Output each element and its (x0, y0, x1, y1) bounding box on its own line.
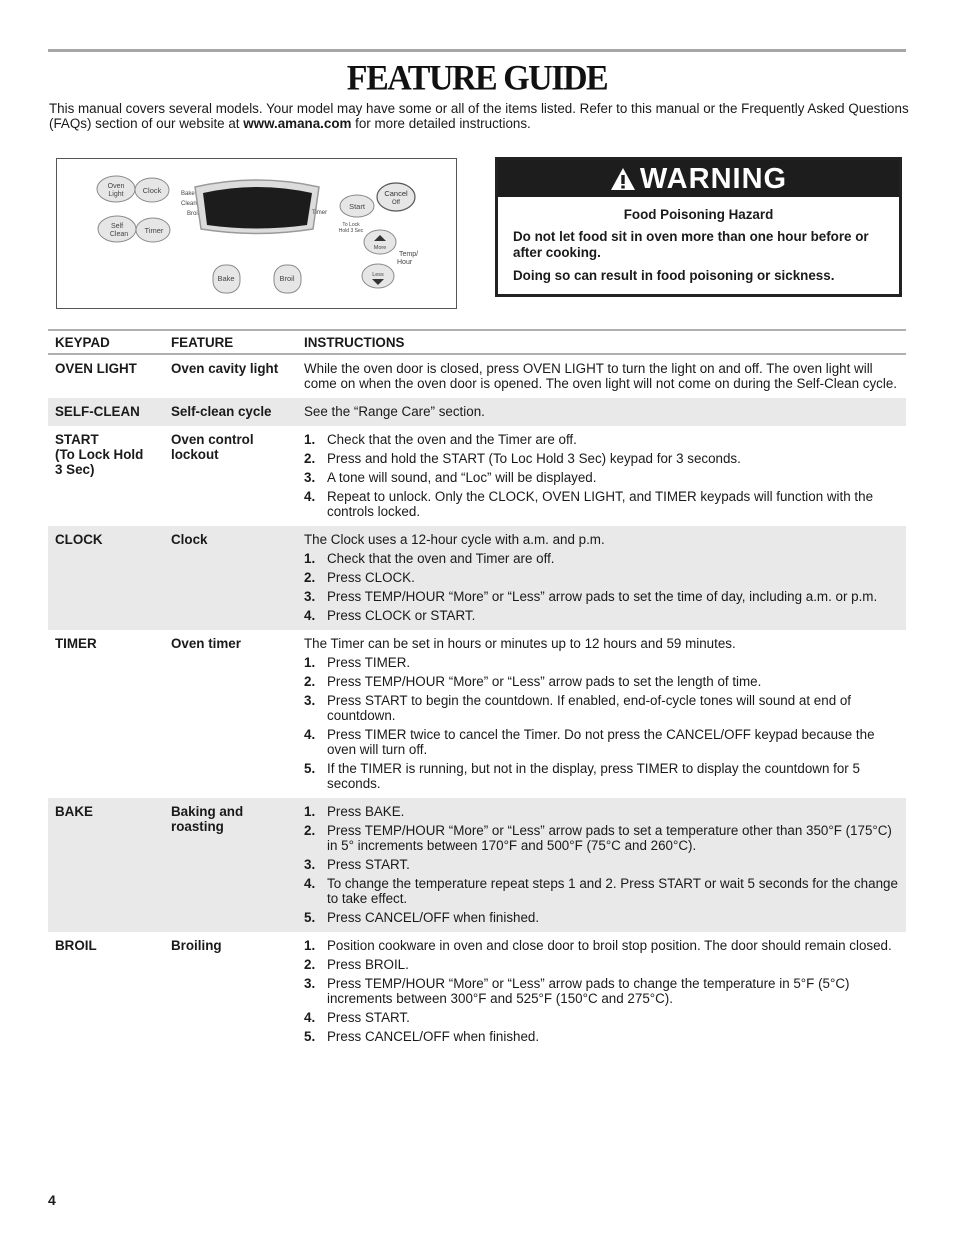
step-number: 2. (304, 451, 316, 466)
svg-text:Broil: Broil (279, 274, 295, 283)
step-number: 4. (304, 608, 316, 623)
instruction-step (304, 1029, 906, 1044)
svg-text:Cancel: Cancel (384, 189, 408, 198)
step-text: Check that the oven and the Timer are off. (327, 432, 577, 447)
clock-keypad (135, 178, 169, 202)
warning-header (498, 160, 899, 197)
step-text: A tone will sound, and “Loc” will be displayed. (327, 470, 597, 485)
step-number: 2. (304, 823, 316, 838)
svg-text:Timer: Timer (144, 226, 164, 235)
instructions-cell (298, 532, 906, 623)
instruction-step (304, 1010, 906, 1025)
step-number: 2. (304, 674, 316, 689)
feature-cell: Clock (171, 532, 208, 547)
step-text: Position cookware in oven and close door to broil stop position. The door should remain closed. (327, 938, 892, 953)
lock-label-1: To Lock (342, 222, 360, 228)
feature-cell: Broiling (171, 938, 222, 953)
step-number: 4. (304, 727, 316, 742)
table-row (48, 355, 906, 398)
header-keypad: KEYPAD (55, 334, 110, 350)
table-row (48, 630, 906, 798)
less-keypad (362, 264, 394, 288)
mode-label-clean: Clean (181, 201, 197, 207)
intro-paragraph (49, 101, 909, 131)
step-text: Press BAKE. (327, 804, 405, 819)
step-text: Press TIMER twice to cancel the Timer. Do not press the CANCEL/OFF keypad because the oven will turn off. (327, 727, 875, 757)
broil-keypad (274, 265, 301, 293)
self-clean-keypad (98, 216, 136, 242)
feature-table (48, 329, 906, 1051)
instruction-step (304, 910, 906, 925)
step-text: Press CANCEL/OFF when finished. (327, 1029, 540, 1044)
feature-cell: Oven control lockout (171, 432, 254, 462)
bake-keypad (213, 265, 240, 293)
display-window (195, 180, 319, 234)
step-number: 3. (304, 589, 316, 604)
instructions-cell (298, 361, 906, 391)
control-panel-illustration (56, 158, 457, 309)
temp-hour-label-2: Hour (397, 259, 413, 266)
step-text: Press TEMP/HOUR “More” or “Less” arrow pads to set a temperature other than 350°F (175°C) in 5° increments between 170°F and 500°F (75°C and 260°C). (327, 823, 892, 853)
instruction-step (304, 876, 906, 906)
temp-hour-label-1: Temp/ (399, 251, 419, 258)
step-text: Press TEMP/HOUR “More” or “Less” arrow pads to change the temperature in 5°F (5°C) increments between 300°F and 525°F (150°C and 275°C). (327, 976, 850, 1006)
table-row (48, 932, 906, 1051)
step-text: To change the temperature repeat steps 1 and 2. Press START or wait 5 seconds for the change to take effect. (327, 876, 898, 906)
feature-cell: Oven cavity light (171, 361, 279, 376)
instruction-step (304, 957, 906, 972)
keypad-cell: START (To Lock Hold 3 Sec) (55, 432, 144, 477)
start-keypad (340, 195, 374, 217)
step-number: 5. (304, 1029, 316, 1044)
cancel-off-keypad (377, 183, 415, 211)
page-number: 4 (48, 1192, 56, 1208)
table-row (48, 426, 906, 526)
timer-indicator-label: Timer (312, 210, 328, 216)
instruction-step (304, 693, 906, 723)
lock-label-2: Hold 3 Sec (338, 228, 364, 234)
step-number: 3. (304, 470, 316, 485)
warning-line-2: Doing so can result in food poisoning or sickness. (513, 268, 835, 283)
instruction-step (304, 823, 906, 853)
svg-text:Clock: Clock (142, 186, 162, 195)
table-row (48, 798, 906, 932)
step-text: Press CLOCK or START. (327, 608, 476, 623)
step-number: 1. (304, 655, 316, 670)
instructions-cell (298, 404, 906, 419)
keypad-cell: OVEN LIGHT (55, 361, 137, 376)
intro-text: This manual covers several models. Your model may have some or all of the items listed. Refer to this manual or the Frequently Asked Questions (FAQs) section of our website at (49, 101, 909, 131)
instruction-step (304, 938, 906, 953)
svg-text:Clean: Clean (109, 231, 129, 238)
step-number: 1. (304, 551, 316, 566)
instruction-step (304, 727, 906, 757)
svg-text:More: More (373, 245, 387, 251)
instruction-step (304, 589, 906, 604)
step-number: 1. (304, 432, 316, 447)
instruction-text: While the oven door is closed, press OVEN LIGHT to turn the light on and off. The oven light will come on when the oven door is opened. The oven light will not come on during the Self-Clean cycle. (304, 361, 898, 391)
svg-text:Light: Light (108, 191, 124, 198)
step-text: Press TIMER. (327, 655, 411, 670)
svg-text:Off: Off (392, 200, 400, 206)
instruction-text: The Timer can be set in hours or minutes up to 12 hours and 59 minutes. (304, 636, 736, 651)
instruction-step (304, 570, 906, 585)
feature-cell: Self-clean cycle (171, 404, 272, 419)
table-row (48, 398, 906, 426)
instruction-step (304, 432, 906, 447)
svg-text:Oven: Oven (107, 183, 125, 190)
svg-text:Start: Start (349, 202, 365, 211)
table-body (48, 355, 906, 1051)
step-text: Press BROIL. (327, 957, 409, 972)
step-number: 5. (304, 761, 316, 776)
step-number: 2. (304, 570, 316, 585)
intro-after: for more detailed instructions. (351, 116, 531, 131)
warning-box (495, 157, 902, 297)
instruction-step (304, 470, 906, 485)
step-text: Press TEMP/HOUR “More” or “Less” arrow pads to set the time of day, including a.m. or p.m. (327, 589, 878, 604)
step-text: Press START. (327, 1010, 410, 1025)
instruction-step (304, 551, 906, 566)
step-number: 5. (304, 910, 316, 925)
svg-text:Bake: Bake (217, 274, 235, 283)
instructions-cell (298, 804, 906, 925)
keypad-cell: BAKE (55, 804, 93, 819)
keypad-cell: SELF-CLEAN (55, 404, 140, 419)
header-feature: FEATURE (171, 334, 234, 350)
timer-keypad (136, 218, 170, 242)
step-text: If the TIMER is running, but not in the display, press TIMER to display the countdown for 5 seconds. (327, 761, 860, 791)
instructions-cell (298, 938, 906, 1044)
feature-cell: Baking and roasting (171, 804, 244, 834)
instruction-text: The Clock uses a 12-hour cycle with a.m. and p.m. (304, 532, 605, 547)
top-rule (48, 49, 906, 52)
instruction-step (304, 451, 906, 466)
instruction-step (304, 608, 906, 623)
warning-hazard: Food Poisoning Hazard (623, 207, 774, 222)
page-title: FEATURE GUIDE (346, 59, 608, 98)
instructions-cell (298, 636, 906, 791)
mode-label-broil: Broil (187, 211, 200, 217)
step-number: 2. (304, 957, 316, 972)
instruction-step (304, 857, 906, 872)
svg-text:Less: Less (372, 272, 384, 278)
step-text: Press TEMP/HOUR “More” or “Less” arrow pads to set the length of time. (327, 674, 762, 689)
instruction-step (304, 976, 906, 1006)
table-header (48, 329, 906, 355)
step-text: Press CANCEL/OFF when finished. (327, 910, 540, 925)
warning-line-1: Do not let food sit in oven more than one hour before or after cooking. (513, 229, 869, 260)
instruction-text: See the “Range Care” section. (304, 404, 485, 419)
step-text: Press START to begin the countdown. If enabled, end-of-cycle tones will sound at end of countdown. (327, 693, 852, 723)
oven-light-keypad (97, 176, 135, 202)
step-number: 4. (304, 489, 316, 504)
mode-label-bake: Bake (181, 191, 195, 197)
website-link[interactable]: www.amana.com (243, 116, 352, 131)
instructions-cell (298, 432, 906, 519)
header-instructions: INSTRUCTIONS (304, 334, 405, 350)
warning-triangle-icon (610, 167, 636, 191)
step-text: Repeat to unlock. Only the CLOCK, OVEN LIGHT, and TIMER keypads will function with the controls locked. (327, 489, 874, 519)
feature-cell: Oven timer (171, 636, 241, 651)
keypad-cell: BROIL (55, 938, 97, 953)
table-row (48, 526, 906, 630)
step-text: Press START. (327, 857, 410, 872)
step-number: 4. (304, 1010, 316, 1025)
instruction-step (304, 674, 906, 689)
step-number: 3. (304, 693, 316, 708)
step-number: 4. (304, 876, 316, 891)
step-number: 1. (304, 938, 316, 953)
step-number: 3. (304, 857, 316, 872)
instruction-step (304, 655, 906, 670)
more-keypad (364, 230, 396, 254)
control-panel-drawing (57, 159, 458, 310)
step-number: 1. (304, 804, 316, 819)
step-text: Press CLOCK. (327, 570, 415, 585)
instruction-step (304, 804, 906, 819)
step-text: Press and hold the START (To Loc Hold 3 Sec) keypad for 3 seconds. (327, 451, 741, 466)
step-text: Check that the oven and Timer are off. (327, 551, 555, 566)
instruction-step (304, 489, 906, 519)
keypad-cell: TIMER (55, 636, 97, 651)
keypad-cell: CLOCK (55, 532, 103, 547)
step-number: 3. (304, 976, 316, 991)
svg-text:Self: Self (110, 223, 124, 230)
warning-title: WARNING (639, 162, 788, 195)
instruction-step (304, 761, 906, 791)
